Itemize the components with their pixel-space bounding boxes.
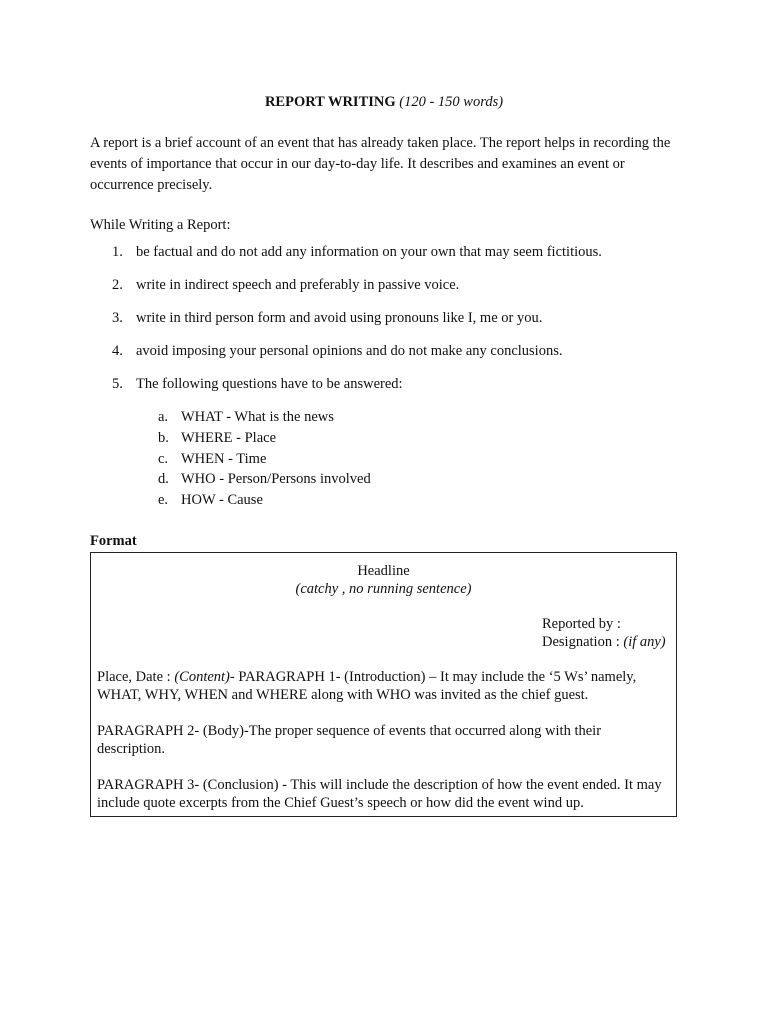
question-text: WHERE - Place [181,430,277,446]
designation-line [542,633,666,651]
place-date-label: Place, Date : [97,669,171,685]
rule-number: 1. [112,244,123,260]
question-text: WHEN - Time [181,451,267,467]
rule-number: 5. [112,376,123,392]
rule-text: write in third person form and avoid using pronouns like I, me or you. [136,310,543,326]
headline-label: Headline [357,563,410,579]
question-letter: e. [158,492,169,508]
rule-number: 4. [112,343,123,359]
rule-text: The following questions have to be answered: [136,376,403,392]
title-main: REPORT WRITING [264,94,396,110]
format-box [90,552,677,817]
rule-number: 2. [112,277,123,293]
question-letter: a. [158,409,169,425]
headline-note: (catchy , no running sentence) [295,581,472,597]
intro-paragraph: A report is a brief account of an event that has already taken place. The report helps in recording the events of importance that occur in our day-to-day life. It describes and examines an event or occurrence precisely. [90,135,671,193]
question-text: WHO - Person/Persons involved [181,471,371,487]
question-letter: d. [158,471,169,487]
format-heading: Format [90,533,137,549]
page-title [0,93,768,111]
content-note: (Content) [174,669,230,685]
paragraph-2-guide: PARAGRAPH 2- (Body)-The proper sequence of events that occurred along with their description. [97,723,602,757]
rule-text: write in indirect speech and preferably in passive voice. [136,277,460,293]
question-text: HOW - Cause [181,492,263,508]
while-writing-heading: While Writing a Report: [90,217,231,233]
designation-note: (if any) [623,634,666,650]
question-letter: b. [158,430,169,446]
designation-label: Designation : [542,634,620,650]
paragraph-1-guide [97,668,672,704]
rule-text: be factual and do not add any information on your own that may seem fictitious. [136,244,602,260]
rule-number: 3. [112,310,123,326]
rule-text: avoid imposing your personal opinions and do not make any conclusions. [136,343,563,359]
title-word-count: (120 - 150 words) [399,94,504,110]
reported-by-label: Reported by : [542,616,621,632]
paragraph-3-guide: PARAGRAPH 3- (Conclusion) - This will include the description of how the event ended. It may include quote excerpts from the Chief Guest’s speech or how did the event wind up. [97,777,662,811]
paragraph-1-text: - PARAGRAPH 1- (Introduction) – It may include the ‘5 Ws’ namely, WHAT, WHY, WHEN and WHERE along with WHO was invited as the chief guest. [97,669,637,703]
question-text: WHAT - What is the news [181,409,334,425]
question-letter: c. [158,451,169,467]
